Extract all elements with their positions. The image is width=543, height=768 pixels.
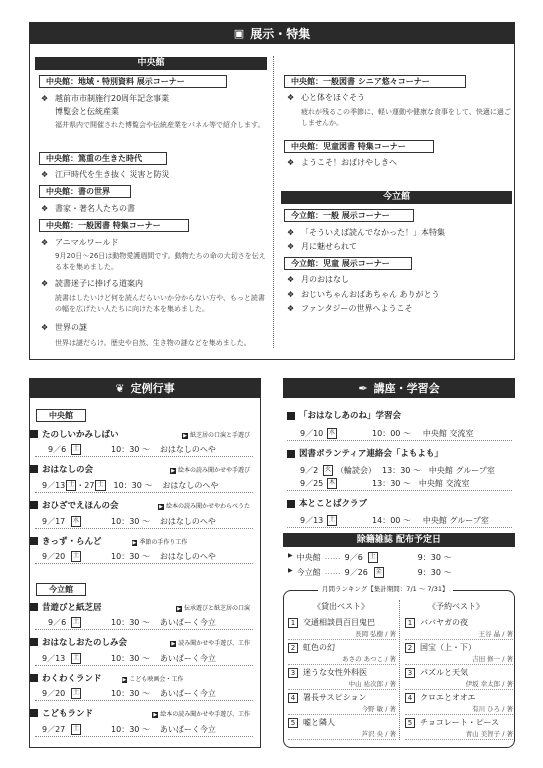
lend-rank-item [288, 717, 396, 741]
k1-date: 9／10 [300, 429, 324, 438]
ev1-time: 10：30 ～ [111, 445, 150, 454]
r2-item: ❖ ようこそ！おばけやしきへ [287, 158, 397, 167]
rank-title: 交通相談員百目鬼巴 [303, 618, 375, 627]
rank-title: 署長サスピション [303, 693, 367, 702]
c2-title: 中央館：篤重の生きた時代 [39, 152, 167, 165]
jr1-lib: 中央館 [296, 553, 321, 562]
ev3-date: 9／17 [42, 517, 66, 526]
ev2-sub: ▶ 絵本の読み聞かせや手遊び [170, 465, 250, 474]
k2-row [300, 465, 515, 476]
k2-name: 図書ボランティア連絡会「よもよも」 [299, 449, 443, 459]
c1-desc: 福井県内で開催された博覧会や伝統産業をパネル等で紹介します。 [55, 121, 265, 129]
jr2-time: 9：30 ～ [417, 568, 452, 577]
rank-underline [405, 664, 513, 665]
ev5-date: 9／6 [48, 618, 67, 627]
c4-title: 中央館：一般図書 特集コーナー [39, 219, 189, 232]
rank-underline [405, 739, 513, 740]
ev1-date: 9／6 [48, 445, 67, 454]
square-bullet-icon [30, 465, 38, 473]
jr1-date: 9／6 [344, 553, 363, 562]
rank-number: 3 [288, 668, 298, 678]
jr1-day: 土 [368, 552, 378, 563]
ev2-name: おはなしの会 [42, 465, 94, 475]
k3-day: 土 [327, 515, 337, 526]
jyoseki-r1 [288, 552, 513, 563]
pen-icon: ✒ [358, 381, 368, 395]
triangle-right-icon: ▶ [288, 552, 293, 559]
rank-underline [405, 714, 513, 715]
rank-underline [288, 714, 396, 715]
r2-item-text: ようこそ！おばけやしきへ [301, 158, 397, 167]
ev7-day: 土 [71, 688, 81, 699]
ev1 [30, 428, 250, 440]
i1-title: 今立館：一般 展示コーナー [284, 209, 414, 222]
res-rank-item [405, 617, 513, 641]
i2-item1: ❖ 月のおはなし [287, 275, 349, 284]
rank-title: 迷うな女性外科医 [303, 668, 367, 677]
res-rank-item [405, 667, 513, 691]
k3-row [300, 515, 515, 526]
ev7 [30, 672, 250, 684]
c4-item1: ❖ アニマルワールド [41, 238, 119, 247]
rank-number: 2 [405, 643, 415, 653]
square-bullet-icon [30, 638, 38, 646]
ev8-date: 9／27 [42, 725, 66, 734]
ev3-day: 水 [71, 516, 81, 527]
ev3-sub: ▶ 絵本の読み聞かせやわらべうた [158, 501, 250, 510]
ev4-place: おはなしのへや [159, 552, 216, 561]
i1-item1: ❖ 「そういえば読んでなかった！」本特集 [287, 228, 445, 237]
i2-title: 今立館：児童 展示コーナー [284, 257, 412, 270]
i2-item2: ❖ おじいちゃんおばあちゃん ありがとう [287, 290, 440, 299]
ev7-time: 10：30 ～ [111, 689, 150, 698]
ev2-time: 10：30 ～ [113, 481, 153, 490]
jr2-day: 金 [374, 567, 384, 578]
rank-author: 長岡 弘樹 / 著 [355, 630, 396, 638]
jr2-date: 9／26 [344, 568, 368, 577]
ev8 [30, 707, 250, 719]
ev6-row [42, 653, 257, 664]
ev3 [30, 499, 250, 511]
rank-author: 中山 祐次郎 / 著 [348, 680, 396, 688]
lend-rank-item [288, 667, 396, 691]
r2-title: 中央館：児童図書 特集コーナー [284, 140, 434, 153]
sprout-icon: ❦ [115, 381, 125, 395]
ev4-underline [35, 563, 253, 564]
k2-time2: 13：30 ～ [372, 479, 411, 488]
ev1-sub: ▶ 紙芝居の口演と手遊び [182, 430, 250, 439]
i2-item1-text: 月のおはなし [301, 275, 349, 284]
ev7-place: あいぱーく今立 [159, 689, 216, 698]
k1-time: 10：00 ～ [372, 429, 411, 438]
r1-item: ❖ 心と体をほぐそう [287, 93, 365, 102]
k2-note: （輪読会） [336, 466, 377, 475]
ev3-underline [35, 528, 253, 529]
chuo-head: 中央館 [35, 57, 267, 70]
k3-place: 中央館 グループ室 [422, 516, 489, 525]
ev7-name: わくわくランド [42, 674, 102, 684]
square-bullet-icon [30, 709, 38, 717]
res-rank-item [405, 717, 513, 741]
k2-time: 13：30 ～ [382, 466, 421, 475]
c4-desc2: 読書はしたいけど何を読んだらいいか分からない方や、もっと読書の幅を広げたい人たちに向けた本を集めました。 [55, 294, 265, 313]
ev6-date: 9／13 [42, 654, 66, 663]
c1-title: 中央館：地域・特別資料 展示コーナー [39, 75, 227, 88]
k3-date: 9／13 [300, 516, 324, 525]
teirei-header [29, 378, 261, 398]
res-head: 《予約ベスト》 [428, 602, 484, 611]
rank-title: クロエとオオエ [420, 693, 476, 702]
ev4-date: 9／20 [42, 552, 66, 561]
rank-number: 4 [288, 693, 298, 703]
rank-underline [288, 639, 396, 640]
i2-item2-text: おじいちゃんおばあちゃん ありがとう [301, 290, 440, 299]
rank-author: 王谷 晶 / 著 [478, 630, 513, 638]
jr1-time: 9：30 ～ [417, 553, 452, 562]
c4-desc1: 9月20日～26日は動物愛護週間です。動物たちの命の大切さを伝える本を集めました。 [55, 252, 266, 271]
rank-number: 2 [288, 643, 298, 653]
ev7-sub: ▶ こども映画会・工作 [122, 674, 184, 683]
ev2-day: 土 [66, 480, 76, 491]
rank-underline [405, 639, 513, 640]
rank-underline [405, 689, 513, 690]
ev8-time: 10：30 ～ [111, 725, 150, 734]
k1-place: 中央館 交流室 [422, 429, 474, 438]
ev6-place: あいぱーく今立 [159, 654, 216, 663]
k3-time: 14：00 ～ [372, 516, 411, 525]
c1-item-b-text: 博覧会と伝統産業 [55, 107, 119, 116]
i1-item1-text: 「そういえば読んでなかった！」本特集 [301, 228, 445, 237]
square-bullet-icon [30, 674, 38, 682]
ev3-name: おひざでえほんの会 [42, 501, 119, 511]
c4-item2-text: 読書迷子に捧げる道案内 [55, 279, 143, 288]
tenji-title: 展示・特集 [250, 26, 311, 41]
k2-day: 火 [323, 465, 333, 476]
teirei-ima: 今立館 [36, 583, 86, 596]
ev8-name: こどもランド [42, 709, 94, 719]
k2-row2 [300, 478, 515, 489]
tenji-divider [273, 56, 274, 348]
ev7-row [42, 688, 257, 699]
rank-number: 5 [405, 718, 415, 728]
ev4-row [42, 551, 257, 562]
ev1-row [48, 444, 258, 455]
ev8-place: あいぱーく今立 [159, 725, 216, 734]
rank-title: 国宝（上・下） [420, 643, 476, 652]
ev6-sub: ▶ 読み聞かせや手遊び、工作 [170, 638, 250, 647]
ev2-day2: 土 [95, 480, 105, 491]
c4-item3-text: 世界の謎 [55, 323, 87, 332]
ev3-place: おはなしのへや [159, 517, 216, 526]
c4-item3: ❖ 世界の謎 [41, 323, 87, 332]
square-bullet-icon [30, 430, 38, 438]
c2-item-text: 江戸時代を生き抜く 災害と防災 [55, 170, 170, 179]
k2-place2: 中央館 交流室 [418, 479, 470, 488]
c1-item: ❖ 越前市市制施行20周年記念事業 [41, 94, 170, 103]
ev3-time: 10：30 ～ [111, 517, 150, 526]
k1-underline [287, 440, 512, 441]
jr2-dots: …… [324, 567, 341, 576]
k3 [287, 497, 367, 509]
jyoseki-head: 除籍雑誌 配布予定日 [283, 533, 515, 547]
ranking-divider [399, 600, 400, 740]
triangle-right-icon: ▶ [288, 567, 293, 574]
ev3-row [42, 516, 257, 527]
square-bullet-icon [30, 537, 38, 545]
rank-title: 嘘と隣人 [303, 718, 335, 727]
k1 [287, 409, 401, 421]
rank-author: 青山 美智子 / 著 [465, 730, 513, 738]
r1-title: 中央館：一般図書 シニア悠々コーナー [284, 75, 466, 88]
lend-head: 《貸出ベスト》 [313, 602, 369, 611]
ev5-place: あいぱーく今立 [159, 618, 216, 627]
k1-name: 「おはなしあのね」学習会 [299, 411, 402, 421]
ev4-sub: ▶ 季節の手作り工作 [132, 537, 188, 546]
c4-desc3: 世界は謎だらけ。歴史や自然、生き物の謎などを集めました。 [55, 339, 251, 347]
ev1-name: たのしいかみしばい [42, 430, 119, 440]
i1-item2: ❖ 月に魅せられて [287, 242, 357, 251]
ev2-row [42, 480, 257, 491]
rank-title: チョコレート・ピース [420, 718, 500, 727]
c1-item-b [55, 106, 265, 118]
koza-header [283, 378, 515, 398]
rank-title: ババヤガの夜 [420, 618, 468, 627]
k2-date2: 9／25 [300, 479, 324, 488]
rank-number: 5 [288, 718, 298, 728]
i1-item2-text: 月に魅せられて [301, 242, 357, 251]
ev6-name: おはなしおたのしみ会 [42, 638, 128, 648]
ev2-date2: ・27 [76, 481, 95, 490]
i2-item3: ❖ ファンタジーの世界へようこそ [287, 304, 413, 313]
ev5-day: 土 [71, 617, 81, 628]
ev4-time: 10：30 ～ [111, 552, 150, 561]
ev2-underline [35, 492, 253, 493]
rank-number: 1 [405, 618, 415, 628]
ima-head: 今立館 [281, 191, 512, 204]
koza-title: 講座・学習会 [373, 382, 440, 395]
c3-item-text: 書家・著名人たちの書 [55, 204, 135, 213]
ev8-day: 土 [71, 724, 81, 735]
lend-rank-item [288, 617, 396, 641]
teirei-chuo: 中央館 [36, 409, 86, 422]
ev6-day: 土 [71, 653, 81, 664]
ev4 [30, 535, 250, 547]
tenji-header [29, 22, 515, 44]
ev6-underline [35, 665, 253, 666]
c4-item1-text: アニマルワールド [55, 238, 119, 247]
ev4-name: きっず・らんど [42, 537, 102, 547]
k1-row [300, 428, 515, 439]
rank-author: 有川 ひろ / 著 [472, 705, 513, 713]
ev2 [30, 463, 250, 475]
c2-item: ❖ 江戸時代を生き抜く 災害と防災 [41, 170, 170, 179]
res-rank-item [405, 642, 513, 666]
c3-item: ❖ 書家・著名人たちの書 [41, 204, 135, 213]
ev8-row [42, 724, 257, 735]
k2-underline [287, 490, 512, 491]
ev4-day: 土 [71, 551, 81, 562]
lend-rank-item [288, 642, 396, 666]
ev8-sub: ▶ 絵本の読み聞かせや手遊び、工作 [152, 709, 250, 718]
lend-rank-item [288, 692, 396, 716]
square-bullet-icon [287, 412, 295, 420]
ev2-date: 9／13 [42, 481, 66, 490]
k2-day2: 木 [327, 478, 337, 489]
c3-title: 中央館：書の世界 [39, 185, 131, 198]
k2 [287, 447, 443, 459]
jr2-lib: 今立館 [296, 568, 321, 577]
jr1-dots: …… [324, 552, 341, 561]
jyoseki-r2 [288, 567, 513, 578]
k3-underline [287, 527, 512, 528]
ev5-name: 昔遊びと紙芝居 [42, 603, 102, 613]
rank-author: 今野 敏 / 著 [361, 705, 396, 713]
ev2-place: おはなしのへや [162, 481, 219, 490]
rank-underline [288, 689, 396, 690]
rank-title: パズルと天気 [420, 668, 468, 677]
k2-place: 中央館 グループ室 [428, 466, 495, 475]
i2-item3-text: ファンタジーの世界へようこそ [301, 304, 413, 313]
ev5-row [48, 617, 258, 628]
ev6 [30, 636, 250, 648]
r1-desc: 疲れが残るこの季節に、軽い運動や健康な食事をして、快適に過ごしませんか。 [301, 108, 511, 127]
rank-number: 1 [288, 618, 298, 628]
res-rank-item [405, 692, 513, 716]
square-bullet-icon [287, 500, 295, 508]
ev1-place: おはなしのへや [159, 445, 216, 454]
picture-icon: ▣ [233, 26, 245, 40]
r1-item-text: 心と体をほぐそう [301, 93, 365, 102]
rank-author: 芦沢 央 / 著 [361, 730, 396, 738]
rank-underline [288, 739, 396, 740]
ranking-title: 月間ランキング【集計期間：7/1 ～ 7/31】 [318, 584, 453, 593]
k2-date: 9／2 [300, 466, 319, 475]
rank-number: 3 [405, 668, 415, 678]
k3-name: 本とことばクラブ [299, 499, 368, 509]
square-bullet-icon [30, 501, 38, 509]
ev6-time: 10：30 ～ [111, 654, 150, 663]
rank-number: 4 [405, 693, 415, 703]
ev7-date: 9／20 [42, 689, 66, 698]
rank-underline [288, 664, 396, 665]
ev5 [30, 601, 250, 613]
teirei-title: 定例行事 [130, 382, 175, 395]
rank-author: 吉田 修一 / 著 [472, 655, 513, 663]
rank-author: あさの あつこ / 著 [342, 655, 396, 663]
c4-item2: ❖ 読書迷子に捧げる道案内 [41, 279, 143, 288]
ev5-sub: ▶ 伝承遊びと紙芝居の口演 [176, 603, 250, 612]
square-bullet-icon [30, 603, 38, 611]
ev8-underline [35, 736, 253, 737]
ev1-day: 土 [71, 444, 81, 455]
ev5-time: 10：30 ～ [111, 618, 150, 627]
ev1-underline [35, 456, 253, 457]
rank-title: 虹色の幻 [303, 643, 335, 652]
k1-day: 水 [327, 428, 337, 439]
ev7-underline [35, 700, 253, 701]
ev5-underline [35, 629, 253, 630]
c1-item-text: 越前市市制施行20周年記念事業 [55, 94, 170, 103]
rank-author: 伊坂 幸太郎 / 著 [465, 680, 513, 688]
square-bullet-icon [287, 450, 295, 458]
